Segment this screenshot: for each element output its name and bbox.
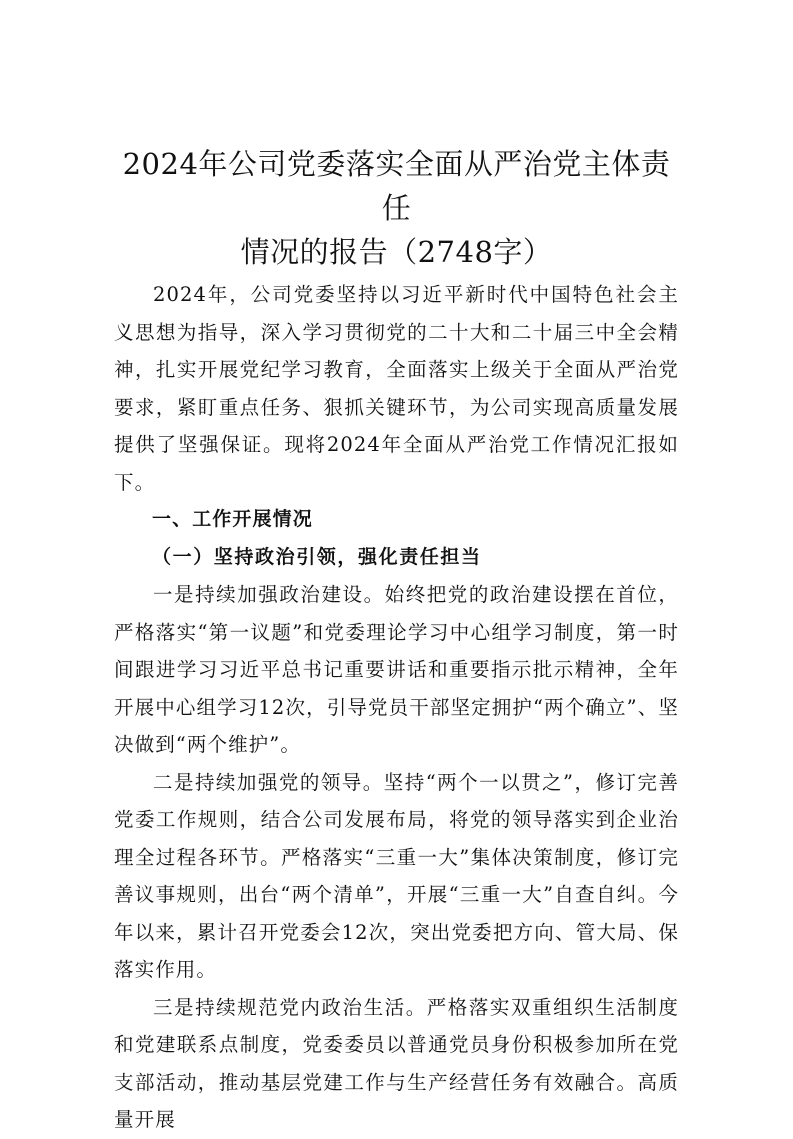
section-heading-1: 一、工作开展情况: [152, 508, 313, 530]
document-title: [114, 142, 679, 274]
body-paragraph-3: 三是持续规范党内政治生活。严格落实双重组织生活制度和党建联系点制度，党委委员以普通党员身份积极参加所在党支部活动，推动基层党建工作与生产经营任务有效融合。高质量开展: [114, 995, 679, 1131]
subsection-heading-1: （一）坚持政治引领，强化责任担当: [152, 545, 482, 568]
intro-paragraph: 2024年，公司党委坚持以习近平新时代中国特色社会主义思想为指导，深入学习贯彻党的二十大和二十届三中全会精神，扎实开展党纪学习教育，全面落实上级关于全面从严治党要求，紧盯重点任务、狠抓关键环节，为公司实现高质量发展提供了坚强保证。现将2024年全面从严治党工作情况汇报如下。: [114, 283, 679, 494]
title-line-2: 情况的报告（2748字）: [240, 235, 553, 269]
body-paragraph-1: 一是持续加强政治建设。始终把党的政治建设摆在首位，严格落实“第一议题”和党委理论学习中心组学习制度，第一时间跟进学习习近平总书记重要讲话和重要指示批示精神，全年开展中心组学习12次，引导党员干部坚定拥护“两个确立”、坚决做到“两个维护”。: [114, 583, 679, 756]
body-paragraph-2: 二是持续加强党的领导。坚持“两个一以贯之”，修订完善党委工作规则，结合公司发展布局，将党的领导落实到企业治理全过程各环节。严格落实“三重一大”集体决策制度，修订完善议事规则，出台“两个清单”，开展“三重一大”自查自纠。今年以来，累计召开党委会12次，突出党委把方向、管大局、保落实作用。: [114, 770, 679, 981]
title-line-1: 2024年公司党委落实全面从严治党主体责任: [122, 147, 671, 225]
